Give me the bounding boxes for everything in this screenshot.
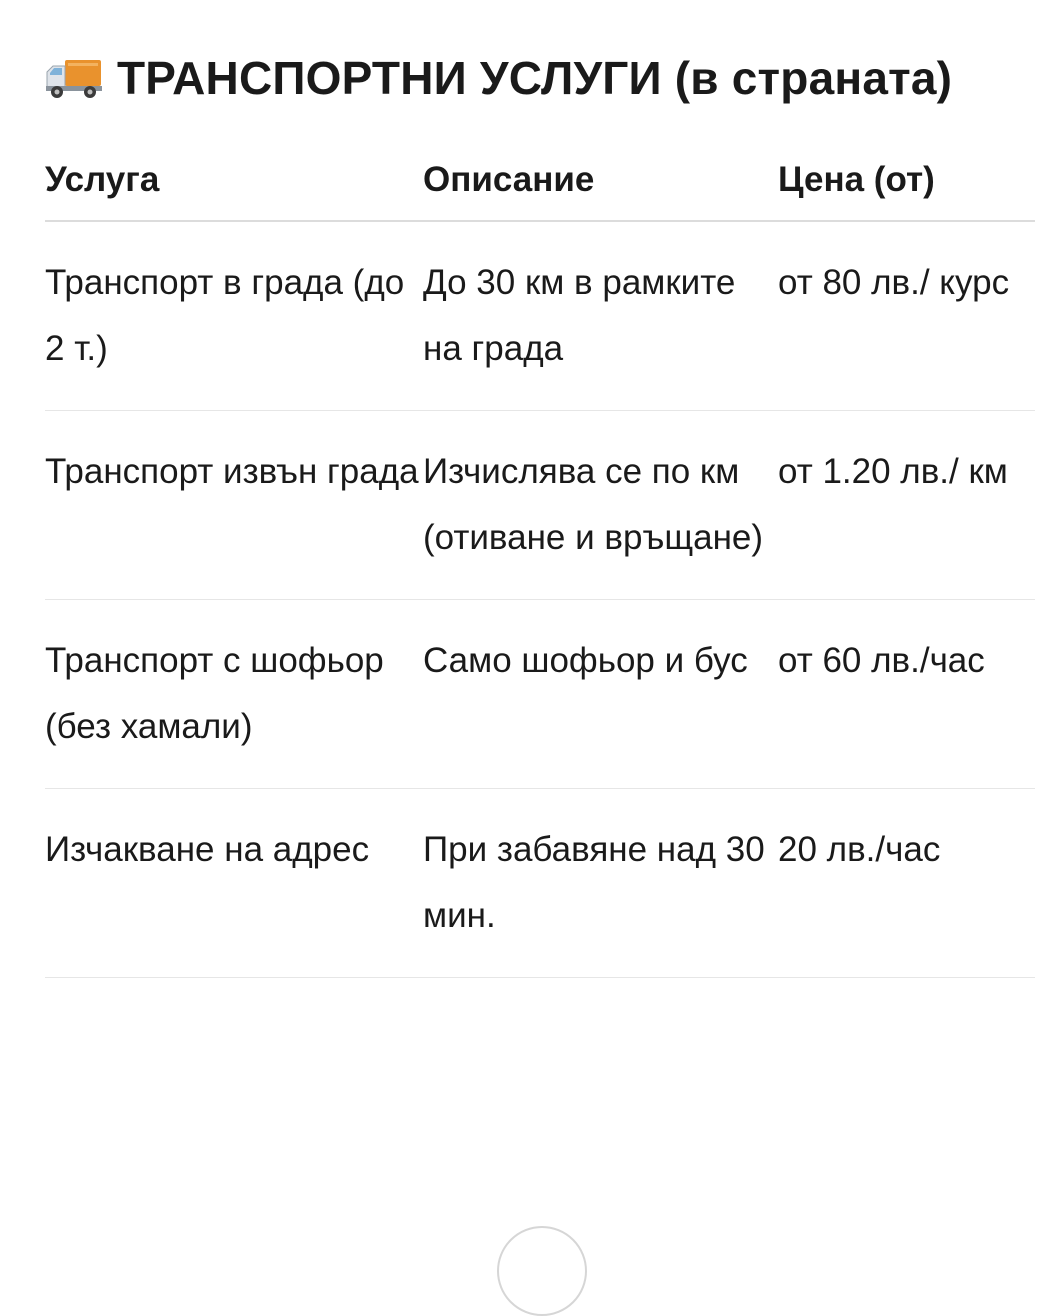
column-header-price: Цена (от)	[778, 140, 1035, 221]
scroll-to-bottom-button[interactable]	[497, 1226, 587, 1316]
price-cell: 20 лв./час	[778, 789, 1035, 978]
table-header-row	[45, 140, 1035, 221]
column-header-description: Описание	[423, 140, 778, 221]
service-cell: Транспорт извън града	[45, 411, 423, 600]
description-cell: Само шофьор и бус	[423, 600, 778, 789]
page-title	[45, 48, 952, 108]
service-cell: Транспорт с шофьор (без хамали)	[45, 600, 423, 789]
services-table	[45, 140, 1035, 978]
description-cell: Изчислява се по км (отиване и връщане)	[423, 411, 778, 600]
price-cell: от 1.20 лв./ км	[778, 411, 1035, 600]
table-row	[45, 221, 1035, 411]
table-row	[45, 411, 1035, 600]
table-row	[45, 789, 1035, 978]
delivery-truck-icon	[45, 56, 103, 100]
page-title-text: ТРАНСПОРТНИ УСЛУГИ (в страната)	[117, 52, 953, 104]
table-row	[45, 600, 1035, 789]
column-header-service: Услуга	[45, 140, 423, 221]
price-cell: от 80 лв./ курс	[778, 221, 1035, 411]
service-cell: Изчакване на адрес	[45, 789, 423, 978]
price-cell: от 60 лв./час	[778, 600, 1035, 789]
description-cell: При забавяне над 30 мин.	[423, 789, 778, 978]
service-cell: Транспорт в града (до 2 т.)	[45, 221, 423, 411]
description-cell: До 30 км в рамките на града	[423, 221, 778, 411]
